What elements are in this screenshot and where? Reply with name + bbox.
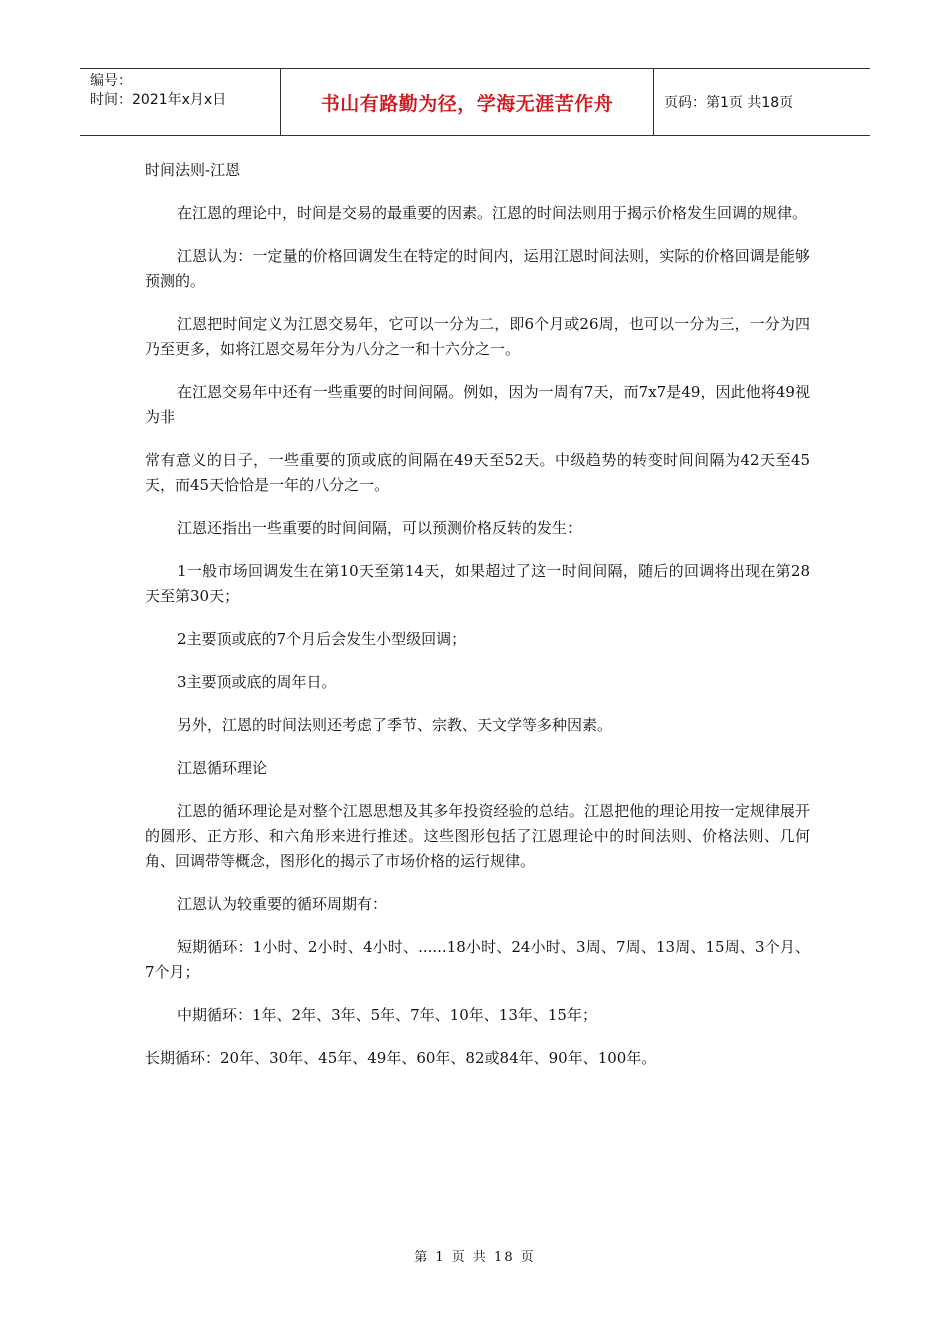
paragraph: 江恩认为较重要的循环周期有： <box>177 895 388 913</box>
section-title-time-law: 时间法则-江恩 <box>145 161 241 179</box>
document-header <box>80 68 870 136</box>
paragraph: 在江恩的理论中，时间是交易的最重要的因素。江恩的时间法则用于揭示价格发生回调的规律。 <box>177 204 808 222</box>
paragraph: 短期循环：1小时、2小时、4小时、......18小时、24小时、3周、7周、13周、15周、3个月、7个月； <box>145 938 810 981</box>
document-body <box>145 158 810 1089</box>
paragraph: 常有意义的日子，一些重要的顶或底的间隔在49天至52天。中级趋势的转变时间间隔为42天至45天，而45天恰恰是一年的八分之一。 <box>145 451 810 494</box>
list-item: 2主要顶或底的7个月后会发生小型级回调； <box>177 630 467 648</box>
paragraph: 江恩的循环理论是对整个江恩思想及其多年投资经验的总结。江恩把他的理论用按一定规律展开的圆形、正方形、和六角形来进行推述。这些图形包括了江恩理论中的时间法则、价格法则、几何角、回调带等概念，图形化的揭示了市场价格的运行规律。 <box>145 802 810 870</box>
paragraph: 长期循环：20年、30年、45年、49年、60年、82或84年、90年、100年。 <box>145 1049 657 1067</box>
paragraph: 江恩把时间定义为江恩交易年，它可以一分为二，即6个月或26周，也可以一分为三，一分为四乃至更多，如将江恩交易年分为八分之一和十六分之一。 <box>145 315 810 358</box>
paragraph: 中期循环：1年、2年、3年、5年、7年、10年、13年、15年； <box>177 1006 597 1024</box>
header-motto: 书山有路勤为径，学海无涯苦作舟 <box>320 92 614 115</box>
paragraph: 江恩认为：一定量的价格回调发生在特定的时间内，运用江恩时间法则，实际的价格回调是能够预测的。 <box>145 247 810 290</box>
header-page-info: 页码：第1页 共18页 <box>664 95 794 111</box>
header-motto-cell <box>281 69 654 135</box>
page-footer: 第 1 页 共 18 页 <box>414 1250 536 1265</box>
header-meta-cell <box>80 69 281 135</box>
paragraph: 另外，江恩的时间法则还考虑了季节、宗教、天文学等多种因素。 <box>177 716 613 734</box>
list-item: 1一般市场回调发生在第10天至第14天，如果超过了这一时间间隔，随后的回调将出现在第28天至第30天； <box>145 562 810 605</box>
paragraph: 江恩还指出一些重要的时间间隔，可以预测价格反转的发生： <box>177 519 583 537</box>
section-title-cycle-theory: 江恩循环理论 <box>177 759 268 777</box>
header-page-cell <box>654 69 870 135</box>
list-item: 3主要顶或底的周年日。 <box>177 673 337 691</box>
document-date: 时间：2021年x月x日 <box>90 92 227 108</box>
document-number-label: 编号： <box>90 73 132 89</box>
paragraph: 在江恩交易年中还有一些重要的时间间隔。例如，因为一周有7天，而7x7是49，因此他将49视为非 <box>145 383 810 426</box>
